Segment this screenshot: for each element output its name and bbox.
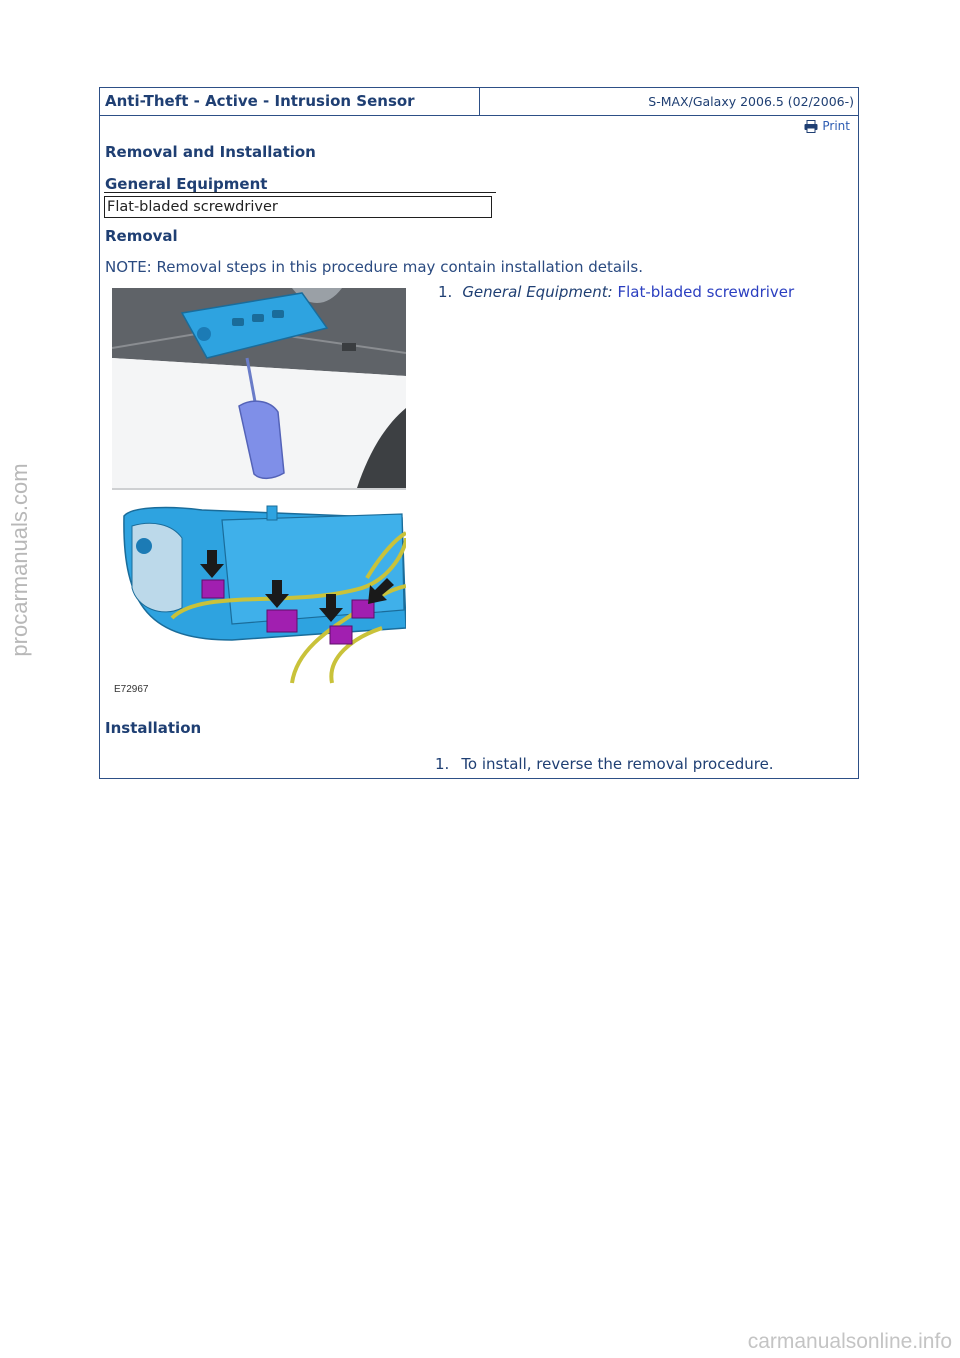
section-title: Removal and Installation [105, 143, 316, 161]
step-number: 1. [438, 283, 453, 301]
console-top-view [112, 288, 406, 489]
print-link[interactable] [804, 119, 850, 133]
equipment-label: General Equipment: [462, 283, 613, 301]
print-label: Print [822, 119, 850, 133]
removal-illustration [112, 288, 406, 700]
removal-heading: Removal [105, 227, 178, 245]
step-text: To install, reverse the removal procedure. [461, 755, 774, 773]
equipment-table [104, 192, 496, 217]
figure-code: E72967 [114, 684, 149, 695]
installation-heading: Installation [105, 719, 202, 737]
side-watermark-text: procarmanuals.com [7, 463, 32, 657]
equipment-link[interactable]: Flat-bladed screwdriver [617, 283, 795, 301]
step-number: 1. [435, 755, 450, 773]
model-label: S-MAX/Galaxy 2006.5 (02/2006-) [648, 94, 854, 109]
page-title: Anti-Theft - Active - Intrusion Sensor [100, 88, 480, 115]
installation-step-1 [435, 755, 774, 773]
removal-note: NOTE: Removal steps in this procedure may contain installation details. [105, 258, 643, 276]
equipment-item: Flat-bladed screwdriver [104, 196, 492, 218]
removal-step-1 [438, 283, 794, 301]
console-underside-view [124, 506, 406, 683]
footer-watermark: carmanualsonline.info [747, 1330, 952, 1353]
printer-icon [804, 120, 818, 133]
header-row [100, 88, 858, 116]
general-equipment-heading: General Equipment [105, 175, 268, 193]
document-frame [99, 87, 859, 779]
